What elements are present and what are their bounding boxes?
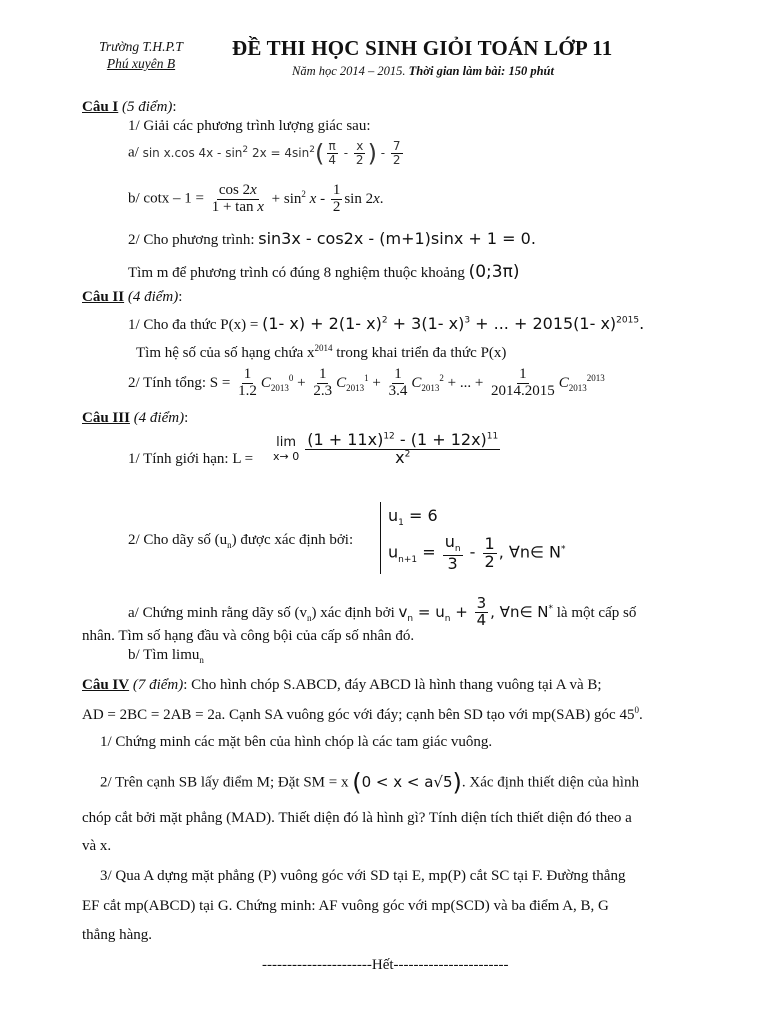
cau4-heading	[82, 677, 602, 694]
cau1-q2-find	[128, 262, 519, 282]
polynomial-px: (1- x) + 2(1- x)$^2$ + 3(1- x)$^3$ + ... + 2015(1- x)$^{2015}$.	[262, 314, 645, 333]
cau2-q1-find	[136, 343, 506, 362]
cau4-q2c: chóp cắt bởi mặt phẳng (MAD). Thiết diện đó là hình gì? Tính diện tích thiết diện đó theo a	[82, 810, 632, 826]
cau2-q1-text: 1/ Cho đa thức P(x) =	[128, 317, 259, 333]
cau1-q2-find-text: Tìm m để phương trình có đúng 8 nghiệm thuộc khoảng	[128, 265, 465, 281]
cau4-line2-text: AD = 2BC = 2AB = 2a. Cạnh SA vuông góc với đáy; cạnh bên SD tạo với mp(SAB) góc 45	[82, 707, 635, 723]
cau4-line2: AD = 2BC = 2AB = 2a. Cạnh SA vuông góc với đáy; cạnh bên SD tạo với mp(SAB) góc $45^0$.	[82, 705, 643, 723]
cau4-label: Câu IV	[82, 677, 130, 693]
sequence-vn: $v_n = u_n$ + $\frac{3}{4}$ , ∀n∈ N*	[398, 594, 553, 629]
cau1-q2-equation: sin3x - cos2x - (m+1)sinx + 1 = 0.	[258, 229, 536, 248]
cau2-heading: Câu II (4 điểm):	[82, 289, 183, 305]
equation-b: $\frac{\cos 2x}{\text{1 + tan x}}$ + $\sin^2 x$ - $\frac{1}{2}$ sin 2x.	[211, 182, 384, 215]
cau2-q1-exp: 2014	[314, 343, 333, 353]
exam-subtitle	[292, 64, 554, 79]
cau4-intro: : Cho hình chóp S.ABCD, đáy ABCD là hình thang vuông tại A và B;	[183, 677, 602, 693]
cau3-qa-tail: là một cấp số	[556, 604, 637, 621]
cau3-q1: 1/ Tính giới hạn: L =	[128, 451, 254, 467]
cau3-q2-text: 2/ Cho dãy số (u	[128, 532, 228, 548]
cau2-q1-find-text: Tìm hệ số của số hạng chứa x	[136, 345, 315, 361]
cau1-heading: Câu I (5 điểm):	[82, 99, 177, 115]
cau4-points: (7 điểm)	[132, 677, 184, 693]
exam-title: ĐỀ THI HỌC SINH GIỎI TOÁN LỚP 11	[232, 36, 613, 60]
exam-time: Thời gian làm bài: 150 phút	[408, 64, 554, 78]
cau1-q2	[128, 229, 536, 249]
cau4-q2a: 2/ Trên cạnh SB lấy điểm M; Đặt SM = x	[100, 774, 349, 791]
cau3-qa-mid: ) xác định bởi	[311, 604, 395, 621]
cau3-q2-tail: ) được xác định bởi:	[231, 532, 354, 548]
cau4-q1: 1/ Chứng minh các mặt bên của hình chóp là các tam giác vuông.	[100, 734, 493, 750]
school-line1: Trường T.H.P.T	[99, 39, 183, 54]
cau2-points: (4 điểm)	[127, 289, 179, 305]
school-line2: Phú xuyên B	[106, 56, 176, 71]
cau4-q3b: EF cắt mp(ABCD) tại G. Chứng minh: AF vuông góc với mp(SCD) và ba điểm A, B, G	[82, 898, 609, 914]
cau1-qa	[128, 140, 405, 166]
cau2-q2-text: 2/ Tính tổng: S =	[128, 374, 231, 391]
system-brace	[380, 502, 387, 574]
cau4-q2d: và x.	[82, 838, 112, 854]
school-year: Năm học 2014 – 2015.	[292, 64, 406, 78]
sequence-recurrence: $u_{n+1}$ = $\frac{u_n}{3}$ - $\frac{1}{2}$ , ∀n∈ N*	[388, 532, 566, 573]
cau3-heading: Câu III (4 điểm):	[82, 410, 189, 426]
cau1-b-label: b/ cotx – 1 =	[128, 190, 204, 207]
sequence-u1: $u_1 = 6$	[388, 506, 438, 529]
cau4-q3a: 3/ Qua A dựng mặt phẳng (P) vuông góc với SD tại E, mp(P) cắt SC tại F. Đường thẳng	[100, 868, 626, 884]
cau4-q2	[100, 770, 639, 794]
cau4-q2b: . Xác định thiết diện của hình	[461, 774, 639, 791]
cau4-q3c: thẳng hàng.	[82, 927, 152, 943]
cau3-qb-text: b/ Tìm limu	[128, 647, 200, 663]
cau1-qb	[128, 183, 384, 216]
cau3-q2: 2/ Cho dãy số $(u_n)$ được xác định bởi:	[128, 532, 354, 550]
cau3-label: Câu III	[82, 410, 130, 426]
cau2-q1	[128, 314, 644, 334]
sm-range: (0 < x < a√5)	[352, 768, 462, 796]
cau1-a-label: a/	[128, 144, 139, 161]
cau3-qa-line2: nhân. Tìm số hạng đầu và công bội của cấp số nhân đó.	[82, 628, 415, 644]
cau3-qa-text: a/ Chứng minh rằng dãy số (v	[128, 604, 307, 621]
limit-expression: lim x→ 0 $\frac{(1 + 11x)^{12} - (1 + 12x)^{11}}{x^2}$	[273, 430, 499, 467]
cau3-qa: a/ Chứng minh rằng dãy số $(v_n)$ xác định bởi $v_n = u_n$ + $\frac{3}{4}$ , ∀n∈ N* là một cấp số	[128, 594, 637, 629]
sum-s: $\frac{1}{1.2}$ $C_{2013}^0$ + $\frac{1}{2.3}$ $C_{2013}^1$ + $\frac{1}{3.4}$ $C_{2013}^2$ + ... + $\frac{1}{2014.2015}$ $C_{2013}^{2013}$	[238, 366, 605, 399]
cau1-q2-text: 2/ Cho phương trình:	[128, 232, 255, 248]
cau2-label: Câu II	[82, 289, 125, 305]
equation-a: sin x.cos $4x - \sin^2 2x = 4\sin^2$( $\frac{\pi}{4}$ - $\frac{x}{2}$ ) - $\frac{7}{2}$	[142, 139, 401, 168]
cau2-q2	[128, 367, 605, 400]
cau1-q2-interval: (0;3π)	[468, 262, 520, 282]
cau1-label: Câu I	[82, 99, 119, 115]
school-name	[88, 38, 194, 72]
cau3-points: (4 điểm)	[133, 410, 185, 426]
cau1-points: (5 điểm)	[122, 99, 173, 115]
cau3-qb: b/ Tìm limu$_n$	[128, 647, 204, 665]
cau2-q1-tail: trong khai triển đa thức P(x)	[336, 345, 507, 361]
end-marker: ----------------------Hết-----------------------	[262, 957, 509, 973]
cau1-q1: 1/ Giải các phương trình lượng giác sau:	[128, 118, 371, 134]
